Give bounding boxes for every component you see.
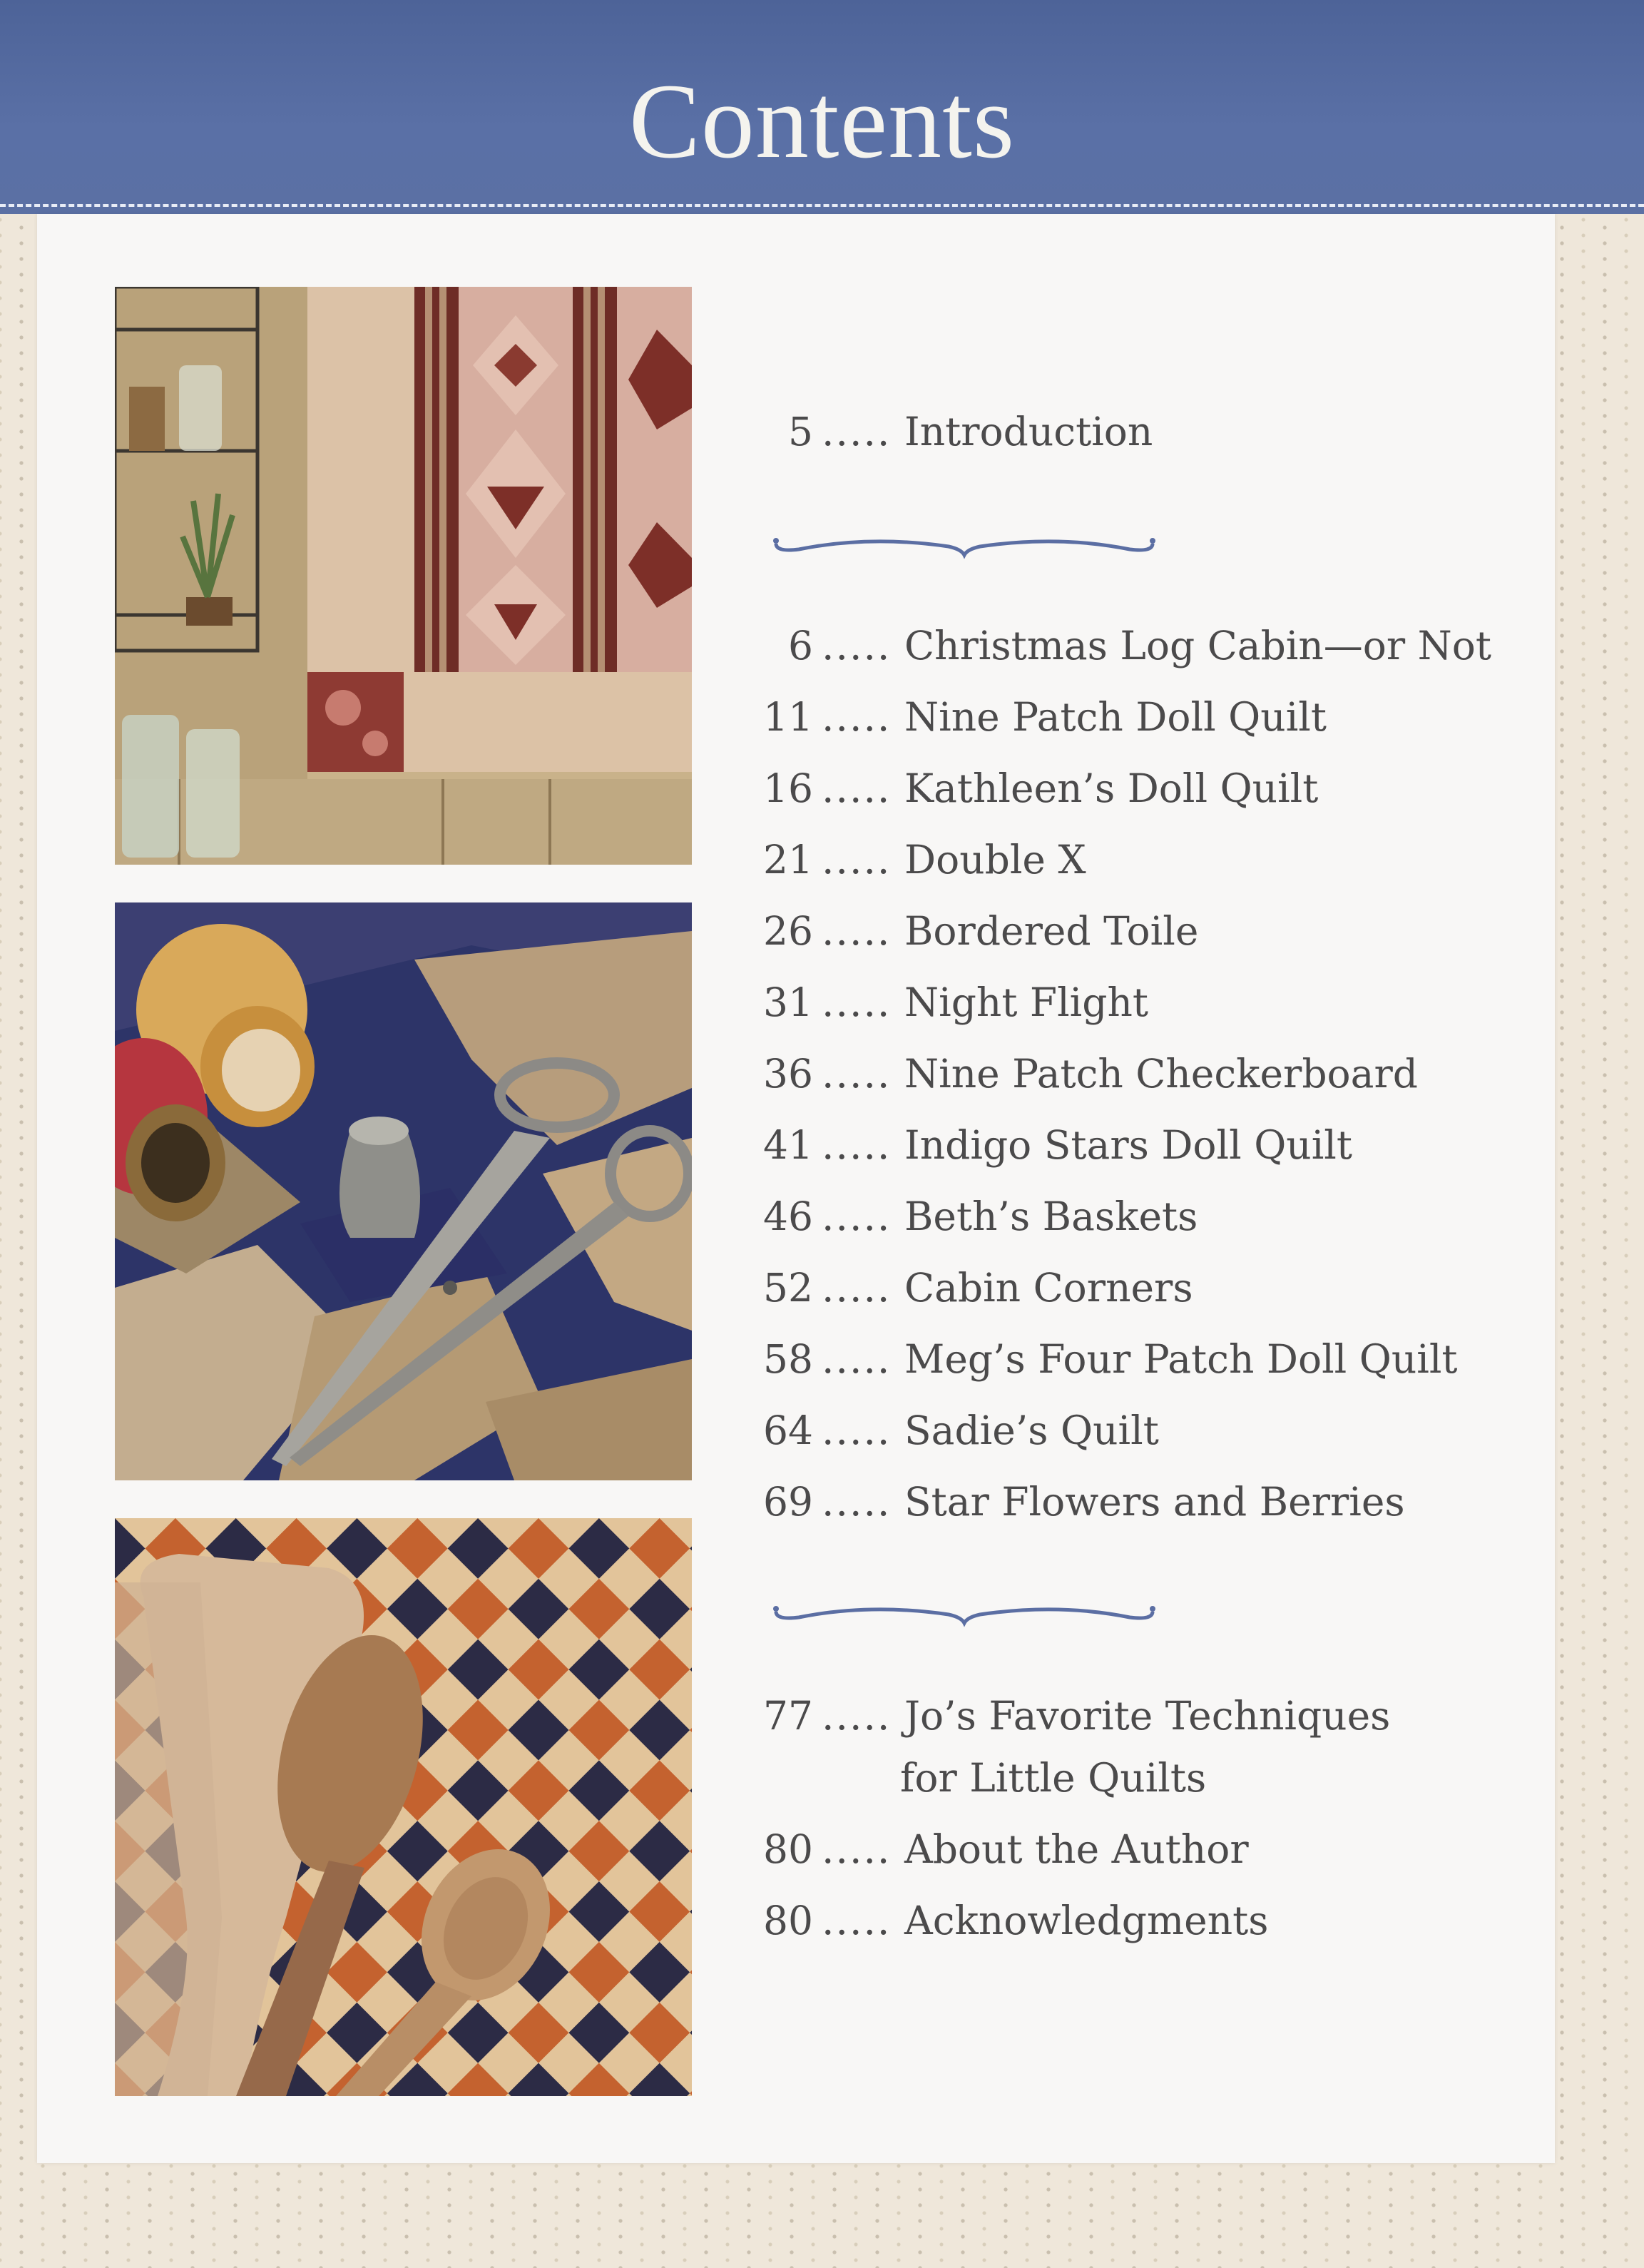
- toc-title: Acknowledgments: [904, 1898, 1269, 1943]
- toc-page-number: 36: [763, 1051, 813, 1097]
- toc-title: Double X: [904, 837, 1086, 883]
- toc-page-number: 16: [763, 766, 813, 811]
- toc-page-number: 52: [763, 1265, 813, 1311]
- toc-title: Christmas Log Cabin—or Not: [904, 623, 1492, 668]
- toc-page-number: 26: [763, 908, 813, 954]
- toc-leader: .....: [822, 908, 892, 954]
- toc-title: Introduction: [904, 409, 1153, 454]
- toc-leader: .....: [822, 1122, 892, 1168]
- toc-title: Sadie’s Quilt: [904, 1408, 1159, 1453]
- toc-page-number: 58: [763, 1336, 813, 1382]
- toc-page-number: 11: [763, 694, 813, 740]
- toc-title: Jo’s Favorite Techniques: [904, 1693, 1391, 1739]
- toc-leader: .....: [822, 837, 892, 883]
- toc-page-number: 77: [763, 1693, 813, 1739]
- toc-leader: .....: [822, 980, 892, 1025]
- toc-title: Cabin Corners: [904, 1265, 1193, 1311]
- toc-page-number: 69: [763, 1479, 813, 1525]
- toc-page-number: 6: [788, 623, 813, 668]
- stitch-line: [0, 204, 1644, 207]
- toc-leader: .....: [822, 1479, 892, 1525]
- toc-leader: .....: [822, 1336, 892, 1382]
- toc-page-number: 64: [763, 1408, 813, 1453]
- toc-page-number: 5: [788, 409, 813, 454]
- toc-leader: .....: [822, 1898, 892, 1943]
- flourish-divider-2: [770, 1596, 1159, 1627]
- toc-leader: .....: [822, 1051, 892, 1097]
- toc-title: Nine Patch Doll Quilt: [904, 694, 1327, 740]
- toc-title: Beth’s Baskets: [904, 1194, 1198, 1239]
- header-banner: [0, 0, 1644, 214]
- toc-title: Indigo Stars Doll Quilt: [904, 1122, 1352, 1168]
- quilt-hanging-photo: [115, 287, 692, 865]
- sewing-notions-photo: [115, 902, 692, 1480]
- toc-page-number: 80: [763, 1826, 813, 1872]
- toc-title: Night Flight: [904, 980, 1149, 1025]
- flourish-divider-1: [770, 528, 1159, 559]
- toc-title: About the Author: [904, 1826, 1249, 1872]
- toc-page-number: 21: [763, 837, 813, 883]
- toc-leader: .....: [822, 409, 892, 454]
- toc-title-continued: for Little Quilts: [900, 1755, 1207, 1801]
- toc-leader: .....: [822, 1408, 892, 1453]
- toc-leader: .....: [822, 1693, 892, 1739]
- toc-leader: .....: [822, 1265, 892, 1311]
- toc-title: Nine Patch Checkerboard: [904, 1051, 1418, 1097]
- toc-leader: .....: [822, 1826, 892, 1872]
- toc-leader: .....: [822, 766, 892, 811]
- toc-page-number: 31: [763, 980, 813, 1025]
- toc-page-number: 46: [763, 1194, 813, 1239]
- toc-leader: .....: [822, 694, 892, 740]
- toc-title: Star Flowers and Berries: [904, 1479, 1405, 1525]
- toc-page-number: 41: [763, 1122, 813, 1168]
- toc-page-number: 80: [763, 1898, 813, 1943]
- toc-title: Bordered Toile: [904, 908, 1199, 954]
- toc-leader: .....: [822, 623, 892, 668]
- page-title: Contents: [628, 62, 1016, 180]
- wooden-spoons-photo: [115, 1518, 692, 2096]
- toc-leader: .....: [822, 1194, 892, 1239]
- toc-title: Kathleen’s Doll Quilt: [904, 766, 1319, 811]
- toc-title: Meg’s Four Patch Doll Quilt: [904, 1336, 1458, 1382]
